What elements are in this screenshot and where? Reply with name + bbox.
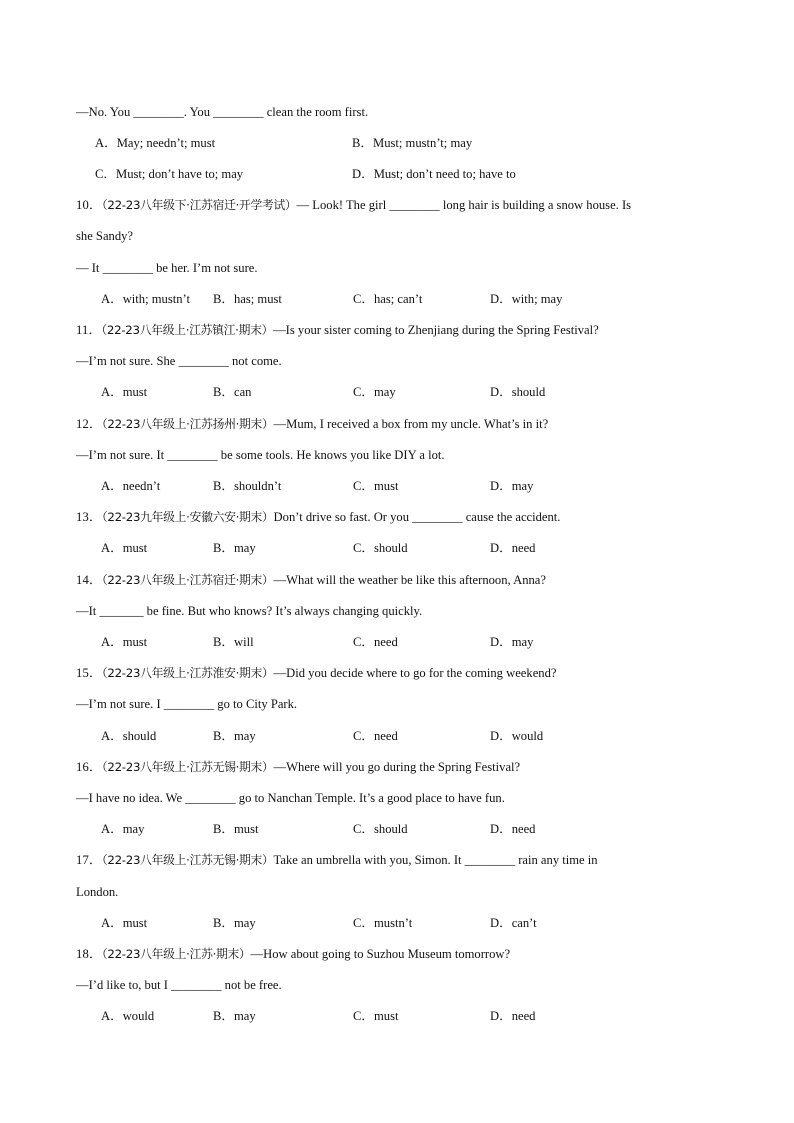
option-c[interactable]: C．has; can’t (353, 292, 423, 306)
question-number: 14． (76, 573, 102, 587)
q10-stem-continued: she Sandy? (76, 229, 134, 243)
question-number: 17． (76, 853, 102, 867)
q10-stem (76, 197, 734, 213)
question-text: —How about going to Suzhou Museum tomorrow? (250, 947, 511, 961)
option-b[interactable]: B．can (213, 385, 252, 399)
option-c[interactable]: C．should (353, 822, 408, 836)
q14-reply: —It _______ be fine. But who knows? It’s always changing quickly. (76, 604, 423, 618)
option-b[interactable]: B．must (213, 822, 259, 836)
option-c[interactable]: C．need (353, 635, 398, 649)
q9-option-b[interactable]: B．Must; mustn’t; may (352, 136, 473, 150)
option-c[interactable]: C．must (353, 1009, 399, 1023)
option-d[interactable]: D．should (490, 385, 546, 399)
q17-stem-continued: London. (76, 885, 119, 899)
option-a[interactable]: A．must (101, 916, 148, 930)
q14-stem (76, 572, 734, 588)
q18-reply: —I’d like to, but I ________ not be free. (76, 978, 282, 992)
option-b[interactable]: B．shouldn’t (213, 479, 282, 493)
q9-option-d[interactable]: D．Must; don’t need to; have to (352, 167, 516, 181)
question-source: （22-23八年级上·江苏宿迁·期末） (101, 573, 274, 587)
option-b[interactable]: B．may (213, 916, 256, 930)
option-c[interactable]: C．may (353, 385, 396, 399)
question-number: 18． (76, 947, 102, 961)
question-text: —What will the weather be like this afternoon, Anna? (273, 573, 546, 587)
option-d[interactable]: D．would (490, 729, 544, 743)
question-source: （22-23八年级下·江苏宿迁·开学考试） (101, 198, 297, 212)
option-a[interactable]: A．with; mustn’t (101, 292, 190, 306)
question-source: （22-23九年级上·安徽六安·期末） (101, 510, 274, 524)
option-c[interactable]: C．need (353, 729, 398, 743)
option-b[interactable]: B．may (213, 729, 256, 743)
q12-reply: —I’m not sure. It ________ be some tools. He knows you like DIY a lot. (76, 448, 445, 462)
option-d[interactable]: D．need (490, 1009, 536, 1023)
q11-stem (76, 322, 734, 338)
q13-stem (76, 509, 734, 525)
question-source: （22-23八年级上·江苏·期末） (101, 947, 251, 961)
option-d[interactable]: D．can’t (490, 916, 537, 930)
question-source: （22-23八年级上·江苏无锡·期末） (101, 853, 274, 867)
q9-option-c[interactable]: C．Must; don’t have to; may (95, 167, 244, 181)
question-text: —Is your sister coming to Zhenjiang during the Spring Festival? (273, 323, 599, 337)
option-a[interactable]: A．needn’t (101, 479, 161, 493)
option-d[interactable]: D．need (490, 822, 536, 836)
option-b[interactable]: B．has; must (213, 292, 282, 306)
q15-reply: —I’m not sure. I ________ go to City Park. (76, 697, 298, 711)
option-d[interactable]: D．may (490, 479, 534, 493)
question-number: 12． (76, 417, 102, 431)
q17-stem (76, 852, 734, 868)
q10-reply: — It ________ be her. I’m not sure. (76, 261, 258, 275)
option-d[interactable]: D．may (490, 635, 534, 649)
q12-stem (76, 416, 734, 432)
question-text: Take an umbrella with you, Simon. It ________ rain any time in (273, 853, 598, 867)
question-number: 11． (76, 323, 102, 337)
option-a[interactable]: A．would (101, 1009, 155, 1023)
question-source: （22-23八年级上·江苏无锡·期末） (101, 760, 274, 774)
q9-dialogue-line: —No. You ________. You ________ clean the room first. (76, 105, 369, 119)
option-b[interactable]: B．will (213, 635, 254, 649)
question-text: —Where will you go during the Spring Festival? (273, 760, 521, 774)
question-number: 16． (76, 760, 102, 774)
question-text: —Did you decide where to go for the coming weekend? (273, 666, 557, 680)
q9-option-a[interactable]: A．May; needn’t; must (95, 136, 216, 150)
option-c[interactable]: C．must (353, 479, 399, 493)
option-b[interactable]: B．may (213, 541, 256, 555)
option-d[interactable]: D．need (490, 541, 536, 555)
option-a[interactable]: A．must (101, 385, 148, 399)
option-a[interactable]: A．must (101, 635, 148, 649)
q16-reply: —I have no idea. We ________ go to Nanchan Temple. It’s a good place to have fun. (76, 791, 505, 805)
option-a[interactable]: A．may (101, 822, 145, 836)
option-c[interactable]: C．mustn’t (353, 916, 413, 930)
question-number: 15． (76, 666, 102, 680)
q16-stem (76, 759, 734, 775)
option-a[interactable]: A．should (101, 729, 157, 743)
question-text: Don’t drive so fast. Or you ________ cause the accident. (273, 510, 561, 524)
q11-reply: —I’m not sure. She ________ not come. (76, 354, 282, 368)
q15-stem (76, 665, 734, 681)
question-text: —Mum, I received a box from my uncle. What’s in it? (273, 417, 549, 431)
option-b[interactable]: B．may (213, 1009, 256, 1023)
option-c[interactable]: C．should (353, 541, 408, 555)
question-text: — Look! The girl ________ long hair is building a snow house. Is (296, 198, 632, 212)
question-number: 10． (76, 198, 102, 212)
option-d[interactable]: D．with; may (490, 292, 563, 306)
question-source: （22-23八年级上·江苏淮安·期末） (101, 666, 274, 680)
option-a[interactable]: A．must (101, 541, 148, 555)
question-source: （22-23八年级上·江苏扬州·期末） (101, 417, 274, 431)
question-source: （22-23八年级上·江苏镇江·期末） (101, 323, 274, 337)
question-number: 13． (76, 510, 102, 524)
q18-stem (76, 946, 734, 962)
